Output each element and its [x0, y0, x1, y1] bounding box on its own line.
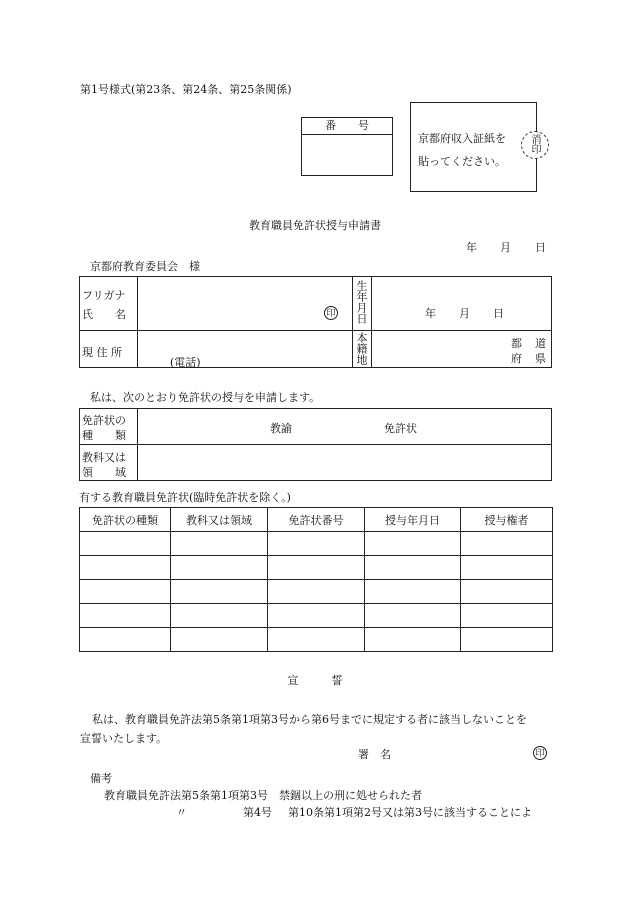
table-cell[interactable] — [365, 580, 461, 604]
table-cell[interactable] — [365, 604, 461, 628]
address-field[interactable] — [140, 334, 345, 350]
page-title: 教育職員免許状授与申請書 — [249, 219, 381, 232]
table-cell[interactable] — [171, 556, 268, 580]
birth-month-unit: 月 — [459, 307, 470, 320]
notes-heading: 備考 — [90, 772, 112, 785]
cancellation-seal-icon — [521, 131, 549, 159]
table-row — [80, 604, 553, 628]
table-cell[interactable] — [80, 580, 171, 604]
prefecture-dou: 道 — [535, 337, 546, 350]
stamp-instruction-line1: 京都府収入証紙を — [418, 132, 506, 145]
furigana-label: フリガナ — [82, 289, 126, 302]
name-seal-icon: 印 — [324, 306, 338, 320]
phone-label: (電話) — [170, 356, 201, 369]
column-header: 授与年月日 — [365, 508, 461, 532]
table-cell[interactable] — [80, 556, 171, 580]
table-row — [80, 532, 553, 556]
date-year: 年 — [466, 241, 477, 254]
birth-date-label: 生年月日 — [355, 280, 368, 324]
subject-field[interactable] — [142, 449, 542, 477]
date-day: 日 — [535, 241, 546, 254]
table-cell[interactable] — [171, 580, 268, 604]
license-type-label-1: 免許状の — [82, 414, 126, 427]
furigana-field[interactable] — [140, 281, 310, 297]
notes-item2-num: 第4号 — [243, 806, 272, 819]
license-suffix: 免許状 — [384, 422, 417, 435]
table-cell[interactable] — [365, 628, 461, 652]
stamp-instruction-line2: 貼ってください。 — [418, 155, 506, 168]
table-header-row — [80, 508, 553, 532]
notes-item2-text: 第10条第1項第2号又は第3号に該当することによ — [288, 806, 532, 819]
column-header: 免許状の種類 — [80, 508, 171, 532]
request-statement: 私は、次のとおり免許状の授与を申請します。 — [90, 391, 321, 404]
held-licenses-table — [79, 507, 553, 652]
column-header: 免許状番号 — [268, 508, 365, 532]
oath-title: 宣 誓 — [287, 674, 343, 687]
license-teacher: 教諭 — [270, 422, 292, 435]
date-month: 月 — [500, 241, 511, 254]
notes-item1: 教育職員免許法第5条第1項第3号 禁錮以上の刑に処せられた者 — [104, 789, 422, 802]
name-field[interactable] — [140, 300, 310, 320]
form-label: 第1号様式(第23条、第24条、第25条関係) — [80, 83, 292, 96]
revenue-stamp-box — [410, 102, 540, 192]
domicile-label: 本籍地 — [355, 332, 368, 365]
number-box-label: 番 号 — [302, 118, 392, 135]
oath-line2: 宣誓いたします。 — [80, 732, 168, 745]
table-row — [80, 628, 553, 652]
name-label: 氏 名 — [82, 308, 126, 321]
signature-field[interactable] — [400, 744, 525, 760]
column-header: 授与権者 — [461, 508, 553, 532]
cancellation-seal-label: 消印 — [529, 134, 540, 154]
signature-seal-icon: 印 — [533, 746, 547, 760]
table-cell[interactable] — [461, 556, 553, 580]
column-header: 教科又は領域 — [171, 508, 268, 532]
table-cell[interactable] — [171, 532, 268, 556]
table-cell[interactable] — [268, 604, 365, 628]
number-value[interactable] — [306, 138, 388, 170]
table-cell[interactable] — [80, 628, 171, 652]
domicile-field[interactable] — [375, 334, 505, 364]
table-cell[interactable] — [268, 556, 365, 580]
table-row — [80, 556, 553, 580]
table-cell[interactable] — [171, 604, 268, 628]
table-row — [80, 580, 553, 604]
table-cell[interactable] — [461, 580, 553, 604]
signature-label: 署 名 — [358, 748, 391, 761]
prefecture-fu: 府 — [511, 352, 522, 365]
table-cell[interactable] — [365, 556, 461, 580]
subject-label-2: 領 域 — [82, 466, 126, 479]
table-cell[interactable] — [171, 628, 268, 652]
license-type-label-2: 種 類 — [82, 429, 126, 442]
prefecture-to: 都 — [511, 337, 522, 350]
address-label: 現 住 所 — [82, 346, 122, 359]
table-cell[interactable] — [268, 628, 365, 652]
birth-day-unit: 日 — [493, 307, 504, 320]
table-cell[interactable] — [80, 604, 171, 628]
oath-line1: 私は、教育職員免許法第5条第1項第3号から第6号までに規定する者に該当しないことを — [92, 713, 527, 726]
number-box — [301, 117, 393, 176]
table-cell[interactable] — [365, 532, 461, 556]
license-type-field[interactable] — [200, 414, 260, 434]
notes-ditto: 〃 — [176, 806, 187, 819]
table-cell[interactable] — [268, 580, 365, 604]
table-cell[interactable] — [268, 532, 365, 556]
table-cell[interactable] — [461, 628, 553, 652]
birth-year-unit: 年 — [425, 307, 436, 320]
addressee: 京都府教育委員会 様 — [90, 260, 200, 273]
prefecture-ken: 県 — [535, 352, 546, 365]
table-cell[interactable] — [461, 532, 553, 556]
table-cell[interactable] — [461, 604, 553, 628]
held-licenses-caption: 有する教育職員免許状(臨時免許状を除く。) — [79, 491, 291, 504]
subject-label-1: 教科又は — [82, 451, 126, 464]
table-cell[interactable] — [80, 532, 171, 556]
